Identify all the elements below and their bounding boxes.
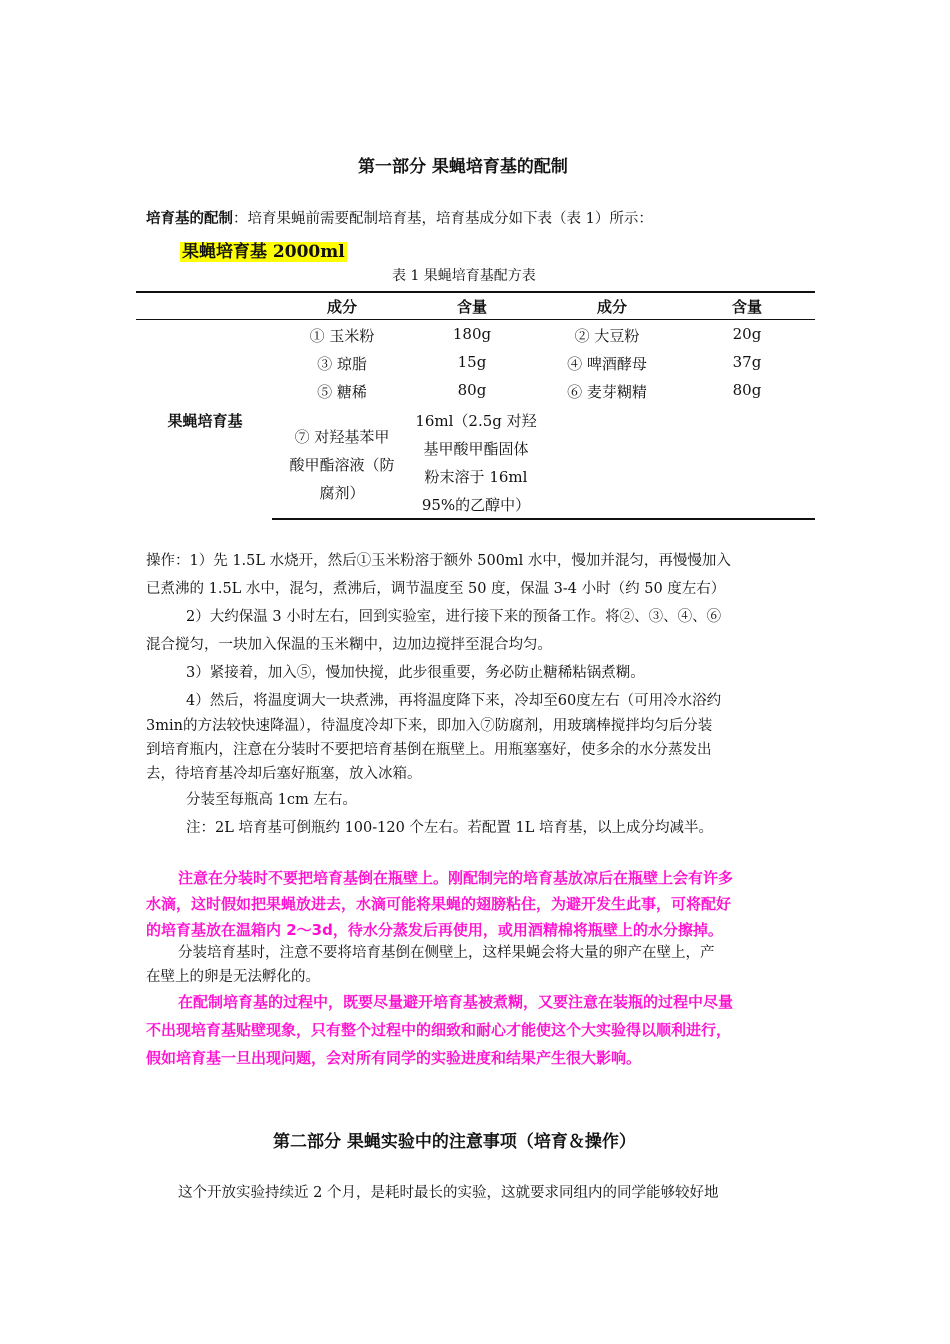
cell-r3c1: ⑤ 糖稀 — [317, 383, 367, 401]
cell-r2c2: 15g — [457, 353, 487, 371]
part2-intro: 这个开放实验持续近 2 个月，是耗时最长的实验，这就要求同组内的同学能够较好地 — [178, 1185, 719, 1201]
preservative-amount-line: 粉末溶于 16ml — [424, 468, 528, 486]
step-2-line-2: 混合搅匀，一块加入保温的玉米糊中，边加边搅拌至混合均匀。 — [146, 637, 552, 653]
header-amount-2: 含量 — [731, 298, 762, 316]
intro-label: 培育基的配制 — [146, 210, 233, 227]
cell-r2c3: ④ 啤酒酵母 — [567, 355, 647, 373]
cell-r3c2: 80g — [457, 381, 487, 399]
table-caption: 表 1 果蝇培育基配方表 — [392, 268, 536, 284]
volume-note: 注：2L 培育基可倒瓶约 100-120 个左右。若配置 1L 培育基，以上成分均减半。 — [186, 820, 714, 836]
cell-r1c2: 180g — [452, 325, 492, 343]
preservative-amount-line: 95%的乙醇中） — [421, 496, 531, 514]
step-1-line-2: 已煮沸的 1.5L 水中，混匀，煮沸后，调节温度至 50 度，保温 3-4 小时（约 50 度左右） — [146, 581, 726, 597]
warning-2-line-1: 在配制培育基的过程中，既要尽量避开培育基被煮糊，又要注意在装瓶的过程中尽量 — [178, 993, 734, 1011]
table-bottom-rule — [272, 518, 815, 520]
header-amount-1: 含量 — [456, 298, 487, 316]
part1-title: 第一部分 果蝇培育基的配制 — [358, 157, 568, 177]
cell-r3c4: 80g — [732, 381, 762, 399]
part2-title: 第二部分 果蝇实验中的注意事项（培育＆操作） — [273, 1132, 636, 1152]
preservative-amount-line: 基甲酸甲酯固体 — [423, 440, 529, 458]
step-4-line-3: 到培育瓶内，注意在分装时不要把培育基倒在瓶壁上。用瓶塞塞好，使多余的水分蒸发出 — [146, 742, 712, 758]
step-1-line-1: 操作：1）先 1.5L 水烧开，然后①玉米粉溶于额外 500ml 水中，慢加并混匀，再慢慢加入 — [146, 553, 731, 569]
cell-r3c3: ⑥ 麦芽糊精 — [567, 383, 647, 401]
step-5: 分装至每瓶高 1cm 左右。 — [186, 792, 357, 808]
step-4-line-2: 3min的方法较快速降温），待温度冷却下来，即加入⑦防腐剂，用玻璃棒搅拌均匀后分装 — [146, 718, 713, 734]
cell-r1c3: ② 大豆粉 — [574, 327, 640, 345]
table-header-rule — [136, 319, 815, 320]
cell-preservative-name — [272, 423, 412, 507]
warning-1-line-1: 注意在分装时不要把培育基倒在瓶壁上。刚配制完的培育基放凉后在瓶壁上会有许多 — [178, 869, 734, 887]
table-row-label: 果蝇培育基 — [167, 412, 243, 430]
preservative-name-line: ⑦ 对羟基苯甲 — [294, 428, 390, 446]
step-4-line-1: 4）然后，将温度调大一块煮沸，再将温度降下来，冷却至60度左右（可用冷水浴约 — [186, 693, 722, 709]
table-top-rule — [136, 291, 815, 293]
step-4-line-4: 去，待培育基冷却后塞好瓶塞，放入冰箱。 — [146, 766, 422, 782]
sidewall-line-1: 分装培育基时，注意不要将培育基倒在侧壁上，这样果蝇会将大量的卵产在壁上，产 — [178, 945, 715, 961]
preservative-amount-line: 16ml（2.5g 对羟 — [415, 412, 537, 430]
intro-paragraph — [146, 209, 653, 229]
highlight-text: 果蝇培育基 2000ml — [182, 242, 345, 262]
cell-r2c4: 37g — [732, 353, 762, 371]
step-2-line-1: 2）大约保温 3 小时左右，回到实验室，进行接下来的预备工作。将②、③、④、⑥ — [186, 609, 722, 625]
preservative-name-line: 酸甲酯溶液（防 — [289, 456, 395, 474]
warning-1-line-2: 水滴，这时假如把果蝇放进去，水滴可能将果蝇的翅膀粘住，为避开发生此事，可将配好 — [146, 895, 732, 913]
cell-preservative-amount — [412, 407, 540, 519]
cell-r1c1: ① 玉米粉 — [309, 327, 375, 345]
warning-1-line-3: 的培育基放在温箱内 2～3d，待水分蒸发后再使用，或用酒精棉将瓶壁上的水分擦掉。 — [146, 921, 723, 939]
header-ingredient-2: 成分 — [596, 298, 627, 316]
sidewall-line-2: 在壁上的卵是无法孵化的。 — [146, 969, 320, 985]
header-ingredient-1: 成分 — [326, 298, 357, 316]
preservative-name-line: 腐剂） — [319, 484, 365, 502]
warning-2-line-2: 不出现培育基贴壁现象，只有整个过程中的细致和耐心才能使这个大实验得以顺利进行， — [146, 1021, 732, 1039]
highlight-label — [180, 237, 347, 262]
cell-r1c4: 20g — [732, 325, 762, 343]
cell-r2c1: ③ 琼脂 — [317, 355, 367, 373]
warning-2-line-3: 假如培育基一旦出现问题，会对所有同学的实验进度和结果产生很大影响。 — [146, 1049, 642, 1067]
intro-text: ：培育果蝇前需要配制培育基，培育基成分如下表（表 1）所示： — [233, 211, 653, 227]
step-3: 3）紧接着，加入⑤，慢加快搅，此步很重要，务必防止糖稀粘锅煮糊。 — [186, 665, 645, 681]
